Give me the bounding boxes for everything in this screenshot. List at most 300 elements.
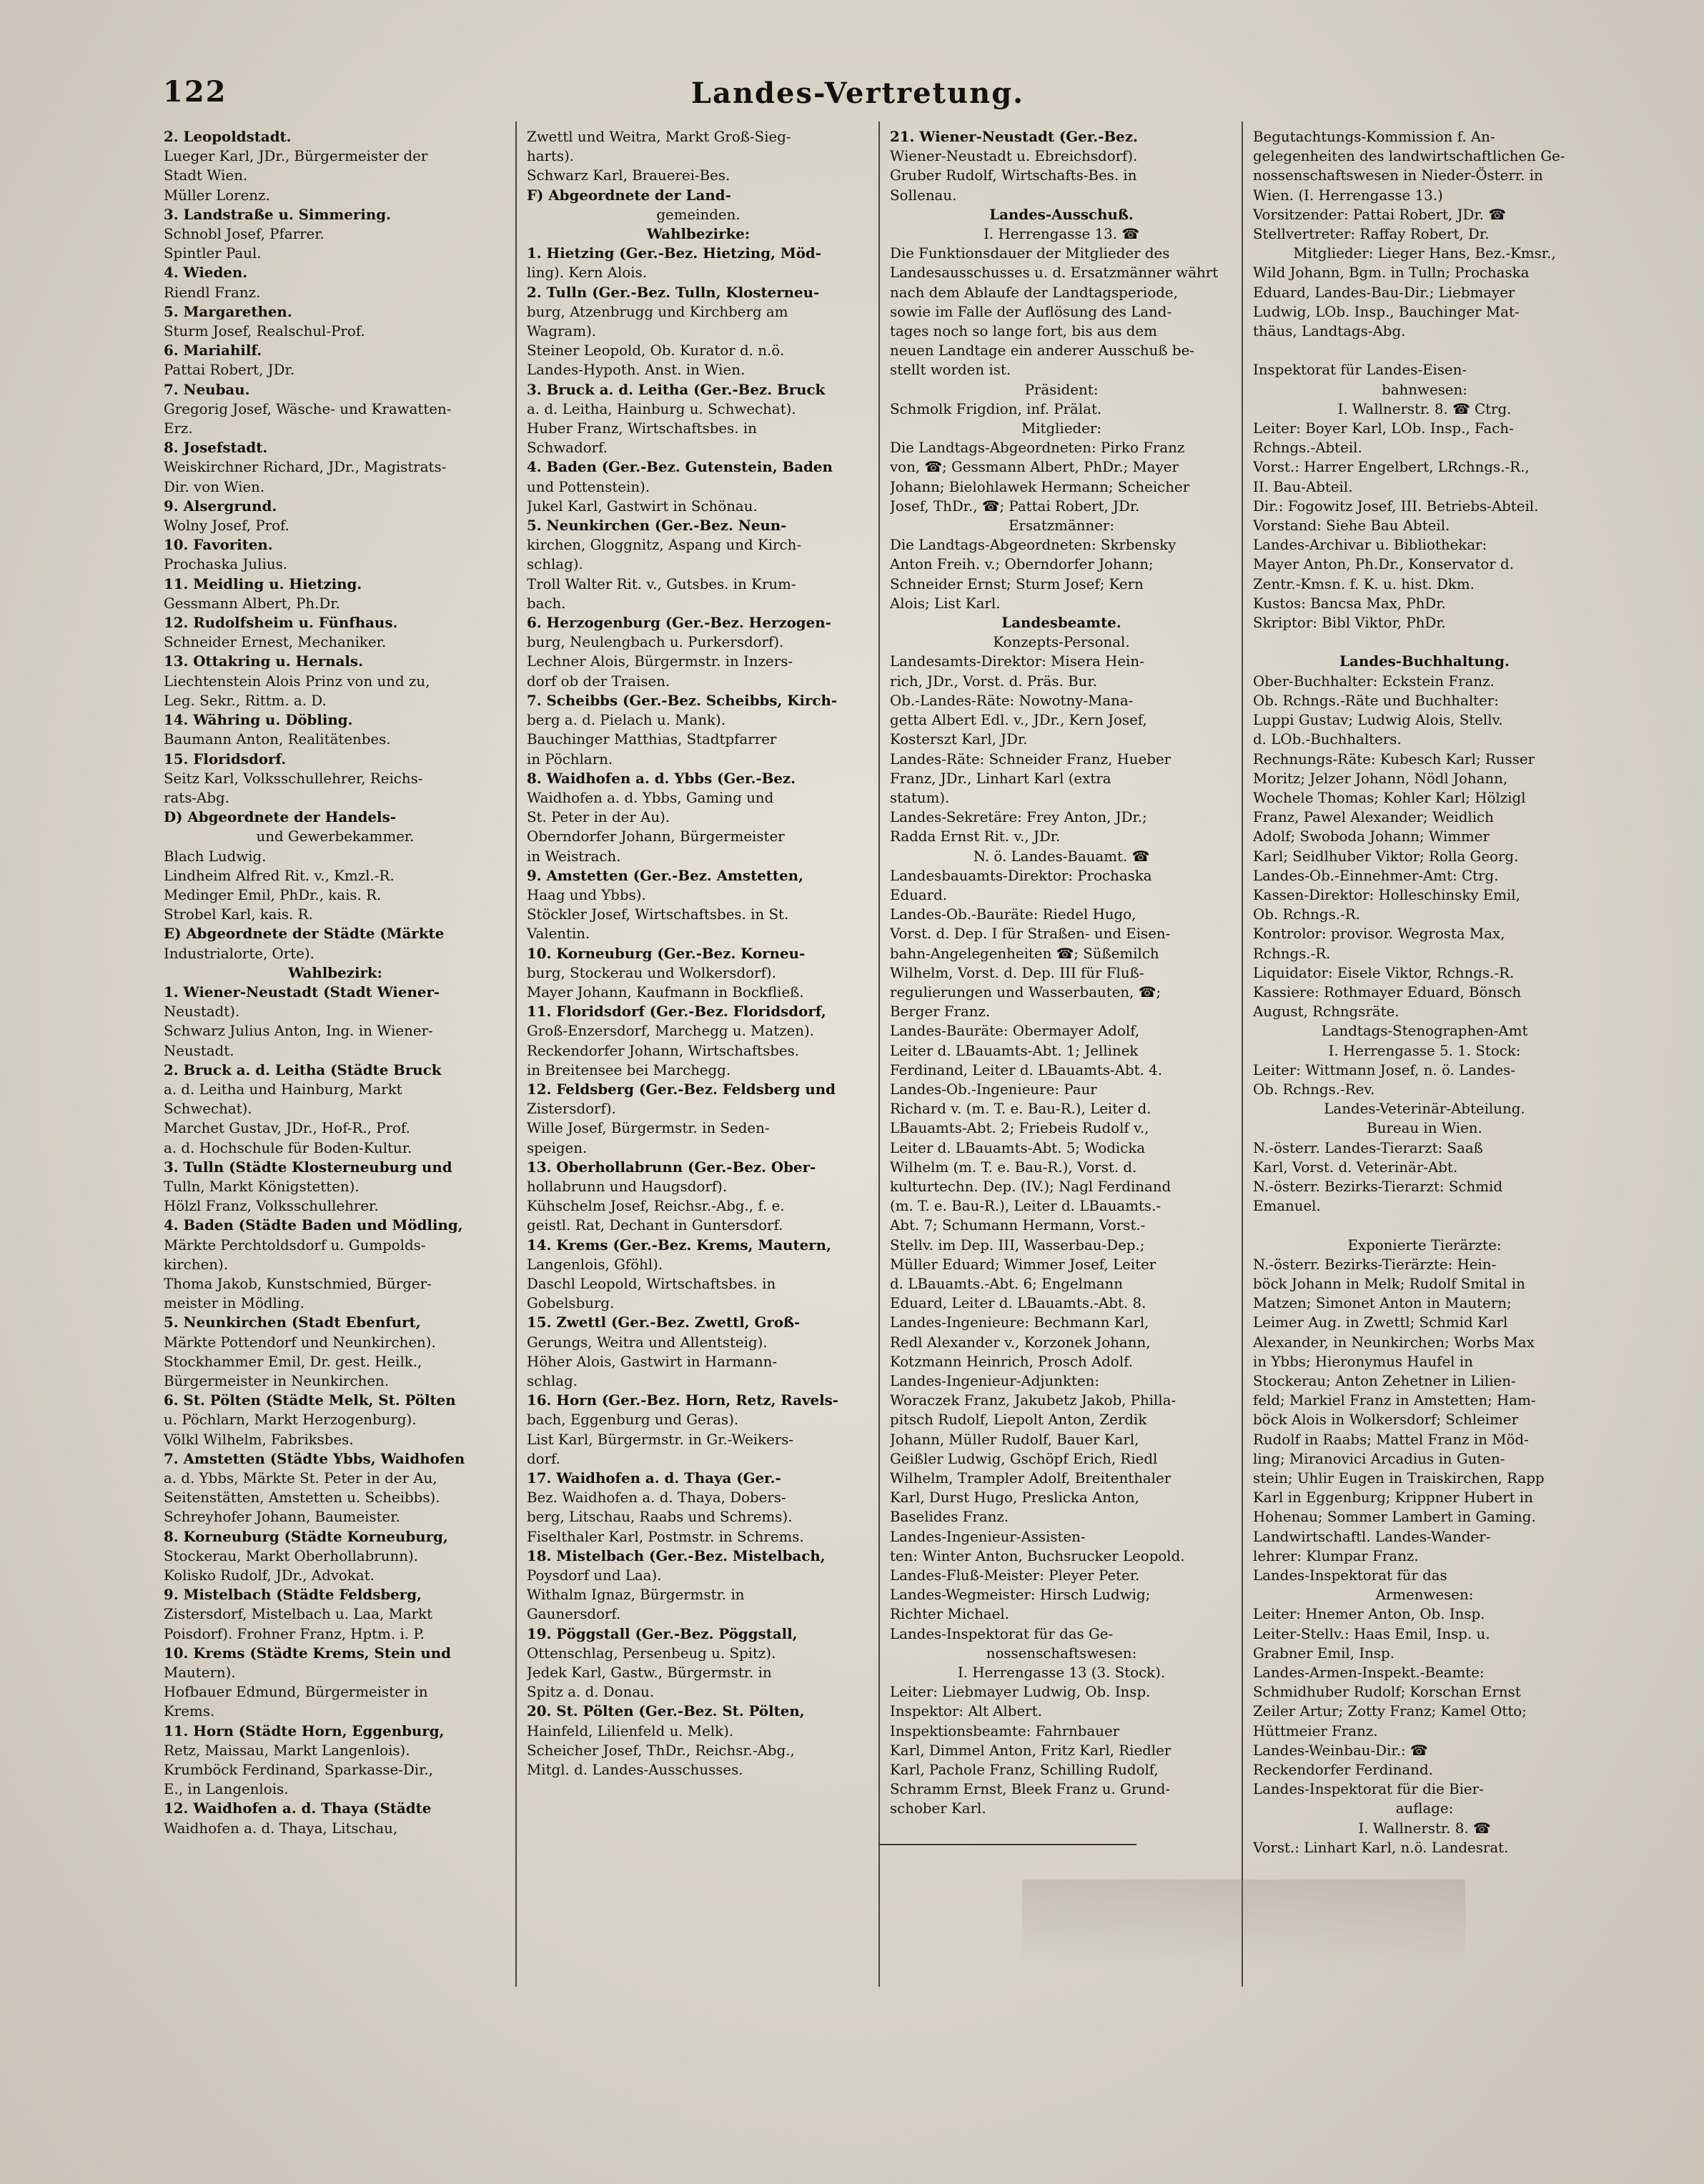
text-line: 9. Amstetten (Ger.-Bez. Amstetten, bbox=[527, 866, 803, 884]
text-line: D) Abgeordnete der Handels- bbox=[164, 808, 396, 826]
text-line: Landes-Ingenieur-Adjunkten: bbox=[890, 1373, 1100, 1389]
text-line: Geißler Ludwig, Gschöpf Erich, Riedl bbox=[890, 1450, 1158, 1467]
text-line: Inspektor: Alt Albert. bbox=[890, 1703, 1042, 1720]
text-line: Reckendorfer Ferdinand. bbox=[1253, 1762, 1433, 1779]
text-line: 11. Meidling u. Hietzing. bbox=[164, 575, 362, 592]
text-line: 2. Tulln (Ger.-Bez. Tulln, Klosterneu- bbox=[527, 283, 820, 301]
text-line: Leiter-Stellv.: Haas Emil, Insp. u. bbox=[1253, 1625, 1490, 1642]
text-line: 15. Zwettl (Ger.-Bez. Zwettl, Groß- bbox=[527, 1314, 801, 1331]
text-columns bbox=[154, 121, 1605, 1987]
text-line: Withalm Ignaz, Bürgermstr. in bbox=[527, 1587, 745, 1604]
text-line: 18. Mistelbach (Ger.-Bez. Mistelbach, bbox=[527, 1547, 826, 1564]
text-line: E., in Langenlois. bbox=[164, 1781, 289, 1798]
text-line: Alexander, in Neunkirchen; Worbs Max bbox=[1253, 1334, 1535, 1351]
text-line: Haag und Ybbs). bbox=[527, 886, 646, 903]
text-line: LBauamts-Abt. 2; Friebeis Rudolf v., bbox=[890, 1120, 1149, 1137]
text-line: Zeiler Artur; Zotty Franz; Kamel Otto; bbox=[1253, 1703, 1527, 1720]
print-smudge bbox=[1022, 1880, 1465, 1965]
text-line: 17. Waidhofen a. d. Thaya (Ger.- bbox=[527, 1469, 781, 1487]
text-line: Industrialorte, Orte). bbox=[164, 945, 314, 962]
text-line: Kühschelm Josef, Reichsr.-Abg., f. e. bbox=[527, 1198, 785, 1215]
text-line: Baumann Anton, Realitätenbes. bbox=[164, 731, 391, 748]
text-line: auflage: bbox=[1395, 1800, 1454, 1817]
text-line: in Pöchlarn. bbox=[527, 750, 613, 768]
text-line: 4. Wieden. bbox=[164, 264, 248, 282]
text-line: N.-österr. Bezirks-Tierarzt: Schmid bbox=[1253, 1178, 1502, 1195]
text-line: Wild Johann, Bgm. in Tulln; Prochaska bbox=[1253, 264, 1530, 282]
text-line: Rechnungs-Räte: Kubesch Karl; Russer bbox=[1253, 750, 1535, 768]
page-header bbox=[143, 68, 1572, 118]
text-line: Armenwesen: bbox=[1375, 1587, 1474, 1604]
text-line: 6. Herzogenburg (Ger.-Bez. Herzogen- bbox=[527, 614, 831, 632]
text-line: harts). bbox=[527, 148, 575, 165]
text-line: Leiter: Boyer Karl, LOb. Insp., Fach- bbox=[1253, 420, 1514, 437]
text-line: Seitenstätten, Amstetten u. Scheibbs). bbox=[164, 1489, 440, 1507]
text-line: Kontrolor: provisor. Wegrosta Max, bbox=[1253, 925, 1505, 943]
text-line: neuen Landtage ein anderer Ausschuß be- bbox=[890, 342, 1194, 359]
text-line: Landes-Ob.-Bauräte: Riedel Hugo, bbox=[890, 906, 1136, 923]
text-line: Schreyhofer Johann, Baumeister. bbox=[164, 1509, 400, 1526]
text-line: Schneider Ernst; Sturm Josef; Kern bbox=[890, 575, 1144, 592]
text-line: 2. Leopoldstadt. bbox=[164, 128, 292, 145]
text-line: I. Wallnerstr. 8. ☎ bbox=[1358, 1820, 1491, 1837]
text-line: Ottenschlag, Persenbeug u. Spitz). bbox=[527, 1644, 776, 1662]
text-line: 3. Landstraße u. Simmering. bbox=[164, 205, 391, 223]
text-line: bahn-Angelegenheiten ☎; Süßemilch bbox=[890, 945, 1159, 962]
text-line: Gregorig Josef, Wäsche- und Krawatten- bbox=[164, 400, 452, 417]
text-line: 7. Neubau. bbox=[164, 380, 250, 398]
text-line: d. LOb.-Buchhalters. bbox=[1253, 731, 1402, 748]
text-line: Landesbeamte. bbox=[1001, 614, 1121, 632]
text-line: Richard v. (m. T. e. Bau-R.), Leiter d. bbox=[890, 1101, 1151, 1118]
text-line: Leiter: Hnemer Anton, Ob. Insp. bbox=[1253, 1606, 1485, 1623]
text-line: Karl, Dimmel Anton, Fritz Karl, Riedler bbox=[890, 1742, 1172, 1759]
text-line: Gerungs, Weitra und Allentsteig). bbox=[527, 1334, 768, 1351]
text-line: Erz. bbox=[164, 420, 193, 437]
text-line: Bez. Waidhofen a. d. Thaya, Dobers- bbox=[527, 1489, 786, 1507]
text-line: 20. St. Pölten (Ger.-Bez. St. Pölten, bbox=[527, 1702, 805, 1720]
text-line: Wilhelm (m. T. e. Bau-R.), Vorst. d. bbox=[890, 1158, 1137, 1176]
text-line: regulierungen und Wasserbauten, ☎; bbox=[890, 983, 1161, 1001]
text-line: 10. Krems (Städte Krems, Stein und bbox=[164, 1644, 451, 1662]
text-line: Landes-Fluß-Meister: Pleyer Peter. bbox=[890, 1567, 1140, 1584]
text-line: Schneider Ernest, Mechaniker. bbox=[164, 634, 387, 651]
text-line: Kotzmann Heinrich, Prosch Adolf. bbox=[890, 1353, 1134, 1370]
text-line: 6. St. Pölten (Städte Melk, St. Pölten bbox=[164, 1391, 456, 1409]
text-line: E) Abgeordnete der Städte (Märkte bbox=[164, 925, 445, 943]
text-line: bach, Eggenburg und Geras). bbox=[527, 1411, 739, 1429]
text-line: Strobel Karl, kais. R. bbox=[164, 906, 313, 923]
text-line: kulturtechn. Dep. (IV.); Nagl Ferdinand bbox=[890, 1178, 1172, 1195]
text-line: Prochaska Julius. bbox=[164, 556, 288, 573]
text-column-4 bbox=[1242, 121, 1605, 1987]
text-line: Leiter: Liebmayer Ludwig, Ob. Insp. bbox=[890, 1684, 1151, 1701]
text-line: Schramm Ernst, Bleek Franz u. Grund- bbox=[890, 1781, 1171, 1798]
text-line: hollabrunn und Haugsdorf). bbox=[527, 1178, 728, 1195]
text-line: Dir.: Fogowitz Josef, III. Betriebs-Abteil. bbox=[1253, 497, 1539, 515]
text-line: Waidhofen a. d. Thaya, Litschau, bbox=[164, 1820, 398, 1837]
text-line: Ferdinand, Leiter d. LBauamts-Abt. 4. bbox=[890, 1061, 1163, 1078]
text-line: Ersatzmänner: bbox=[1008, 517, 1115, 535]
text-line: N. ö. Landes-Bauamt. ☎ bbox=[973, 848, 1150, 865]
text-line: Landwirtschaftl. Landes-Wander- bbox=[1253, 1528, 1491, 1545]
text-line: Marchet Gustav, JDr., Hof-R., Prof. bbox=[164, 1120, 410, 1137]
text-line: Ober-Buchhalter: Eckstein Franz. bbox=[1253, 672, 1495, 690]
text-line: Abt. 7; Schumann Hermann, Vorst.- bbox=[890, 1217, 1146, 1234]
text-line: 4. Baden (Städte Baden und Mödling, bbox=[164, 1216, 463, 1234]
text-line: Landes-Räte: Schneider Franz, Hueber bbox=[890, 750, 1172, 768]
text-line: Stockerau, Markt Oberhollabrunn). bbox=[164, 1547, 418, 1564]
text-line: Wolny Josef, Prof. bbox=[164, 517, 289, 535]
text-line: berg, Litschau, Raabs und Schrems). bbox=[527, 1509, 793, 1526]
text-line: Mautern). bbox=[164, 1664, 236, 1682]
text-line: Schwarz Julius Anton, Ing. in Wiener- bbox=[164, 1023, 433, 1040]
text-line: 8. Josefstadt. bbox=[164, 439, 268, 457]
text-line: pitsch Rudolf, Liepolt Anton, Zerdik bbox=[890, 1411, 1147, 1429]
text-line: Wahlbezirk: bbox=[288, 963, 382, 981]
text-line: Karl, Durst Hugo, Preslicka Anton, bbox=[890, 1489, 1139, 1507]
text-line: Liechtenstein Alois Prinz von und zu, bbox=[164, 672, 430, 690]
text-line: 5. Neunkirchen (Stadt Ebenfurt, bbox=[164, 1314, 421, 1331]
text-line: Langenlois, Gföhl). bbox=[527, 1256, 663, 1273]
text-line: Liquidator: Eisele Viktor, Rchngs.-R. bbox=[1253, 964, 1515, 981]
text-line: Landes-Bauräte: Obermayer Adolf, bbox=[890, 1023, 1140, 1040]
text-line: d. LBauamts.-Abt. 6; Engelmann bbox=[890, 1275, 1123, 1292]
text-line: Riendl Franz. bbox=[164, 284, 261, 301]
text-line: I. Herrengasse 13. ☎ bbox=[984, 226, 1139, 243]
text-line: Stellv. im Dep. III, Wasserbau-Dep.; bbox=[890, 1236, 1145, 1254]
text-line: II. Bau-Abteil. bbox=[1253, 478, 1353, 495]
text-line: nossenschaftswesen: bbox=[986, 1644, 1137, 1662]
text-line: I. Wallnerstr. 8. ☎ Ctrg. bbox=[1337, 400, 1512, 417]
text-line: Medinger Emil, PhDr., kais. R. bbox=[164, 886, 382, 903]
text-line: Mitgl. d. Landes-Ausschusses. bbox=[527, 1762, 743, 1779]
text-line: Mayer Anton, Ph.Dr., Konservator d. bbox=[1253, 556, 1514, 573]
text-line: Weiskirchner Richard, JDr., Magistrats- bbox=[164, 459, 447, 476]
text-line: Sollenau. bbox=[890, 187, 957, 204]
text-line: ten: Winter Anton, Buchsrucker Leopold. bbox=[890, 1547, 1185, 1564]
text-line: (m. T. e. Bau-R.), Leiter d. LBauamts.- bbox=[890, 1198, 1161, 1215]
text-line: Zistersdorf, Mistelbach u. Laa, Markt bbox=[164, 1606, 433, 1623]
text-line: Müller Lorenz. bbox=[164, 187, 270, 204]
text-line: Märkte Pottendorf und Neunkirchen). bbox=[164, 1334, 436, 1351]
text-line: kirchen). bbox=[164, 1256, 229, 1273]
text-line: St. Peter in der Au). bbox=[527, 809, 670, 826]
text-line: Leiter d. LBauamts-Abt. 1; Jellinek bbox=[890, 1042, 1139, 1059]
text-line: Zentr.-Kmsn. f. K. u. hist. Dkm. bbox=[1253, 575, 1475, 592]
text-line: 19. Pöggstall (Ger.-Bez. Pöggstall, bbox=[527, 1624, 798, 1642]
text-line: Bürgermeister in Neunkirchen. bbox=[164, 1373, 390, 1389]
text-column-1 bbox=[154, 121, 515, 1987]
text-line: Wilhelm, Trampler Adolf, Breitenthaler bbox=[890, 1470, 1172, 1487]
text-line: Landes-Inspektorat für das bbox=[1253, 1567, 1447, 1584]
text-line: Leiter: Wittmann Josef, n. ö. Landes- bbox=[1253, 1061, 1515, 1078]
text-line: Landes-Hypoth. Anst. in Wien. bbox=[527, 362, 746, 379]
text-line: Anton Freih. v.; Oberndorfer Johann; bbox=[890, 556, 1154, 573]
text-line: 10. Favoriten. bbox=[164, 536, 273, 554]
text-line: Baselides Franz. bbox=[890, 1509, 1009, 1526]
text-line: Matzen; Simonet Anton in Mautern; bbox=[1253, 1295, 1512, 1312]
text-line: thäus, Landtags-Abg. bbox=[1253, 323, 1406, 340]
text-line: Stöckler Josef, Wirtschaftsbes. in St. bbox=[527, 906, 789, 923]
text-line: Landes-Archivar u. Bibliothekar: bbox=[1253, 537, 1487, 554]
text-line: schober Karl. bbox=[890, 1800, 986, 1817]
text-line: Völkl Wilhelm, Fabriksbes. bbox=[164, 1431, 354, 1448]
text-line: berg a. d. Pielach u. Mank). bbox=[527, 712, 726, 729]
text-line: schlag). bbox=[527, 556, 583, 573]
text-line: 1. Wiener-Neustadt (Stadt Wiener- bbox=[164, 983, 440, 1001]
text-line: Steiner Leopold, Ob. Kurator d. n.ö. bbox=[527, 342, 785, 359]
text-line: August, Rchngsräte. bbox=[1253, 1003, 1400, 1021]
text-line: Leg. Sekr., Rittm. a. D. bbox=[164, 692, 327, 709]
text-line: geistl. Rat, Dechant in Guntersdorf. bbox=[527, 1217, 783, 1234]
text-line: 9. Mistelbach (Städte Feldsberg, bbox=[164, 1586, 422, 1604]
text-line: Redl Alexander v., Korzonek Johann, bbox=[890, 1334, 1151, 1351]
text-line: Huber Franz, Wirtschaftsbes. in bbox=[527, 420, 757, 437]
text-line: N.-österr. Bezirks-Tierärzte: Hein- bbox=[1253, 1256, 1497, 1273]
text-line: böck Johann in Melk; Rudolf Smital in bbox=[1253, 1275, 1525, 1292]
text-line: Daschl Leopold, Wirtschaftsbes. in bbox=[527, 1275, 776, 1292]
text-line: ling; Miranovici Arcadius in Guten- bbox=[1253, 1450, 1505, 1467]
text-line: dorf ob der Traisen. bbox=[527, 672, 670, 690]
text-line: Landes-Inspektorat für das Ge- bbox=[890, 1625, 1114, 1642]
text-line: 16. Horn (Ger.-Bez. Horn, Retz, Ravels- bbox=[527, 1391, 839, 1409]
text-line: Reckendorfer Johann, Wirtschaftsbes. bbox=[527, 1042, 800, 1059]
text-line: Rchngs.-R. bbox=[1253, 945, 1331, 962]
text-line: Ob.-Landes-Räte: Nowotny-Mana- bbox=[890, 692, 1134, 709]
text-line: rats-Abg. bbox=[164, 789, 229, 806]
text-line: Moritz; Jelzer Johann, Nödl Johann, bbox=[1253, 770, 1508, 787]
text-line: Rudolf in Raabs; Mattel Franz in Möd- bbox=[1253, 1431, 1529, 1448]
text-line: feld; Markiel Franz in Amstetten; Ham- bbox=[1253, 1392, 1536, 1409]
text-line: Schwechat). bbox=[164, 1101, 252, 1118]
text-line: Zistersdorf). bbox=[527, 1101, 616, 1118]
text-line: Schmidhuber Rudolf; Korschan Ernst bbox=[1253, 1684, 1521, 1701]
text-line: dorf. bbox=[527, 1450, 560, 1467]
text-line: speigen. bbox=[527, 1139, 588, 1156]
text-line: Eduard, Leiter d. LBauamts.-Abt. 8. bbox=[890, 1295, 1146, 1312]
text-line: Groß-Enzersdorf, Marchegg u. Matzen). bbox=[527, 1023, 815, 1040]
text-line: Vorsitzender: Pattai Robert, JDr. ☎ bbox=[1253, 206, 1506, 223]
text-line: Wagram). bbox=[527, 323, 597, 340]
text-line: gelegenheiten des landwirtschaftlichen Ge- bbox=[1253, 148, 1565, 165]
text-line: Karl, Vorst. d. Veterinär-Abt. bbox=[1253, 1158, 1458, 1176]
text-column-2 bbox=[515, 121, 878, 1987]
text-line: Eduard. bbox=[890, 886, 948, 903]
text-line: 21. Wiener-Neustadt (Ger.-Bez. bbox=[890, 128, 1138, 145]
text-line: Lueger Karl, JDr., Bürgermeister der bbox=[164, 148, 428, 165]
text-line: und Gewerbekammer. bbox=[256, 828, 415, 845]
text-line: Vorst. d. Dep. I für Straßen- und Eisen- bbox=[890, 925, 1171, 943]
text-line: Krems. bbox=[164, 1703, 215, 1720]
text-line: Ob. Rchngs.-Räte und Buchhalter: bbox=[1253, 692, 1499, 709]
text-line: stein; Uhlir Eugen in Traiskirchen, Rapp bbox=[1253, 1470, 1545, 1487]
text-line: Johann, Müller Rudolf, Bauer Karl, bbox=[890, 1431, 1139, 1448]
text-line: Spitz a. d. Donau. bbox=[527, 1684, 655, 1701]
text-line: Märkte Perchtoldsdorf u. Gumpolds- bbox=[164, 1236, 426, 1254]
text-line: Wochele Thomas; Kohler Karl; Hölzigl bbox=[1253, 789, 1526, 806]
text-line: in Ybbs; Hieronymus Haufel in bbox=[1253, 1353, 1473, 1370]
text-line: Kosterszt Karl, JDr. bbox=[890, 731, 1028, 748]
text-line: Wien. (I. Herrengasse 13.) bbox=[1253, 187, 1443, 204]
text-line: Wiener-Neustadt u. Ebreichsdorf). bbox=[890, 148, 1138, 165]
text-column-3 bbox=[878, 121, 1242, 1987]
text-line: Alois; List Karl. bbox=[890, 595, 1001, 612]
text-line: in Breitensee bei Marchegg. bbox=[527, 1061, 731, 1078]
text-line: 15. Floridsdorf. bbox=[164, 750, 287, 768]
text-line: 7. Scheibbs (Ger.-Bez. Scheibbs, Kirch- bbox=[527, 691, 838, 709]
text-line: statum). bbox=[890, 789, 950, 806]
text-line: Franz, JDr., Linhart Karl (extra bbox=[890, 770, 1111, 787]
text-line: 8. Korneuburg (Städte Korneuburg, bbox=[164, 1527, 448, 1545]
text-line: 14. Währing u. Döbling. bbox=[164, 711, 353, 729]
text-line: Pattai Robert, JDr. bbox=[164, 362, 295, 379]
text-line: Die Landtags-Abgeordneten: Skrbensky bbox=[890, 537, 1177, 554]
text-line: Stellvertreter: Raffay Robert, Dr. bbox=[1253, 226, 1490, 243]
text-line: Waidhofen a. d. Ybbs, Gaming und bbox=[527, 789, 774, 806]
text-line: Landesamts-Direktor: Misera Hein- bbox=[890, 653, 1144, 670]
text-line: und Pottenstein). bbox=[527, 478, 650, 495]
text-line: 12. Waidhofen a. d. Thaya (Städte bbox=[164, 1800, 432, 1817]
text-line: Müller Eduard; Wimmer Josef, Leiter bbox=[890, 1256, 1156, 1273]
text-line: Ob. Rchngs.-Rev. bbox=[1253, 1081, 1375, 1098]
text-line: rich, JDr., Vorst. d. Präs. Bur. bbox=[890, 672, 1097, 690]
text-line: Landesausschusses u. d. Ersatzmänner währt bbox=[890, 264, 1219, 282]
text-line: Stockhammer Emil, Dr. gest. Heilk., bbox=[164, 1353, 422, 1370]
text-line: u. Pöchlarn, Markt Herzogenburg). bbox=[164, 1411, 417, 1429]
page-number: 122 bbox=[163, 75, 227, 109]
text-line: 13. Oberhollabrunn (Ger.-Bez. Ober- bbox=[527, 1158, 816, 1176]
text-line: Karl; Seidlhuber Viktor; Rolla Georg. bbox=[1253, 848, 1519, 865]
text-line: Karl, Pachole Franz, Schilling Rudolf, bbox=[890, 1762, 1159, 1779]
text-line: 3. Tulln (Städte Klosterneuburg und bbox=[164, 1158, 452, 1176]
text-line: Landes-Ingenieur-Assisten- bbox=[890, 1528, 1086, 1545]
text-line: 12. Feldsberg (Ger.-Bez. Feldsberg und bbox=[527, 1080, 836, 1098]
text-line: Mitglieder: Lieger Hans, Bez.-Kmsr., bbox=[1293, 245, 1556, 262]
text-line: Adolf; Swoboda Johann; Wimmer bbox=[1253, 828, 1490, 845]
text-line: Landes-Buchhaltung. bbox=[1339, 652, 1510, 670]
text-line: Die Landtags-Abgeordneten: Pirko Franz bbox=[890, 440, 1185, 457]
text-line: Landesbauamts-Direktor: Prochaska bbox=[890, 867, 1152, 884]
text-line: ling). Kern Alois. bbox=[527, 264, 648, 282]
text-line: Ob. Rchngs.-R. bbox=[1253, 906, 1360, 923]
text-line: Mayer Johann, Kaufmann in Bockfließ. bbox=[527, 983, 804, 1001]
text-line: Jukel Karl, Gastwirt in Schönau. bbox=[527, 497, 758, 515]
text-line: Vorst.: Linhart Karl, n.ö. Landesrat. bbox=[1253, 1839, 1509, 1856]
text-line bbox=[1253, 1216, 1596, 1235]
text-line: Neustadt. bbox=[164, 1042, 234, 1059]
text-line: Seitz Karl, Volksschullehrer, Reichs- bbox=[164, 770, 423, 787]
text-line: Vorstand: Siehe Bau Abteil. bbox=[1253, 517, 1450, 535]
text-line: meister in Mödling. bbox=[164, 1295, 304, 1312]
text-line: Eduard, Landes-Bau-Dir.; Liebmayer bbox=[1253, 284, 1515, 301]
text-line: Dir. von Wien. bbox=[164, 478, 265, 495]
text-line: 10. Korneuburg (Ger.-Bez. Korneu- bbox=[527, 944, 806, 962]
text-line: Höher Alois, Gastwirt in Harmann- bbox=[527, 1353, 778, 1370]
text-line: Troll Walter Rit. v., Gutsbes. in Krum- bbox=[527, 575, 796, 592]
text-line: Landtags-Stenographen-Amt bbox=[1321, 1023, 1528, 1040]
text-line: Kassen-Direktor: Holleschinsky Emil, bbox=[1253, 886, 1520, 903]
text-line: Emanuel. bbox=[1253, 1198, 1321, 1215]
text-line: Schwarz Karl, Brauerei-Bes. bbox=[527, 167, 730, 184]
text-line: Radda Ernst Rit. v., JDr. bbox=[890, 828, 1061, 845]
text-line: getta Albert Edl. v., JDr., Kern Josef, bbox=[890, 712, 1147, 729]
text-line: sowie im Falle der Auflösung des Land- bbox=[890, 303, 1172, 320]
text-line: nach dem Ablaufe der Landtagsperiode, bbox=[890, 284, 1178, 301]
text-line: Krumböck Ferdinand, Sparkasse-Dir., bbox=[164, 1762, 433, 1779]
text-line: von, ☎; Gessmann Albert, PhDr.; Mayer bbox=[890, 459, 1179, 476]
text-line: bahnwesen: bbox=[1382, 381, 1467, 398]
text-line: Ludwig, LOb. Insp., Bauchinger Mat- bbox=[1253, 303, 1520, 320]
text-line: Jedek Karl, Gastw., Bürgermstr. in bbox=[527, 1664, 772, 1682]
text-line: 11. Floridsdorf (Ger.-Bez. Floridsdorf, bbox=[527, 1003, 826, 1021]
text-line: Konzepts-Personal. bbox=[993, 634, 1130, 651]
text-line: Landes-Inspektorat für die Bier- bbox=[1253, 1781, 1484, 1798]
text-line: List Karl, Bürgermstr. in Gr.-Weikers- bbox=[527, 1431, 794, 1448]
text-line: Gaunersdorf. bbox=[527, 1606, 621, 1623]
text-line: Mitglieder: bbox=[1021, 420, 1102, 437]
text-line: Kustos: Bancsa Max, PhDr. bbox=[1253, 595, 1446, 612]
text-line: Landes-Veterinär-Abteilung. bbox=[1324, 1101, 1525, 1118]
running-title: Landes-Vertretung. bbox=[690, 76, 1025, 110]
text-line: Bureau in Wien. bbox=[1367, 1120, 1482, 1137]
text-line: Franz, Pawel Alexander; Weidlich bbox=[1253, 809, 1494, 826]
text-line: Valentin. bbox=[527, 925, 590, 943]
text-line: 13. Ottakring u. Hernals. bbox=[164, 652, 363, 670]
text-line: Wilhelm, Vorst. d. Dep. III für Fluß- bbox=[890, 964, 1144, 981]
text-line: tages noch so lange fort, bis aus dem bbox=[890, 323, 1157, 340]
text-line: Landes-Armen-Inspekt.-Beamte: bbox=[1253, 1664, 1485, 1682]
text-line: 5. Margarethen. bbox=[164, 302, 292, 320]
text-line: Gruber Rudolf, Wirtschafts-Bes. in bbox=[890, 167, 1137, 184]
text-line: Lechner Alois, Bürgermstr. in Inzers- bbox=[527, 653, 793, 670]
text-line: nossenschaftswesen in Nieder-Österr. in bbox=[1253, 167, 1543, 184]
text-line: Leiter d. LBauamts-Abt. 5; Wodicka bbox=[890, 1139, 1146, 1156]
text-line: Poisdorf). Frohner Franz, Hptm. i. P. bbox=[164, 1625, 425, 1642]
text-line: Exponierte Tierärzte: bbox=[1347, 1236, 1502, 1254]
text-line: Kolisko Rudolf, JDr., Advokat. bbox=[164, 1567, 375, 1584]
text-line: Sturm Josef, Realschul-Prof. bbox=[164, 323, 365, 340]
text-line: 9. Alsergrund. bbox=[164, 497, 277, 515]
text-line: Hölzl Franz, Volksschullehrer. bbox=[164, 1198, 379, 1215]
text-line: Schmolk Frigdion, inf. Prälat. bbox=[890, 400, 1102, 417]
text-line: Karl in Eggenburg; Krippner Hubert in bbox=[1253, 1489, 1533, 1507]
text-line bbox=[1253, 632, 1596, 652]
text-line: Vorst.: Harrer Engelbert, LRchngs.-R., bbox=[1253, 459, 1530, 476]
text-line: 7. Amstetten (Städte Ybbs, Waidhofen bbox=[164, 1449, 465, 1467]
text-line: Fiselthaler Karl, Postmstr. in Schrems. bbox=[527, 1528, 804, 1545]
text-line: kirchen, Gloggnitz, Aspang und Kirch- bbox=[527, 537, 802, 554]
text-line: Landes-Sekretäre: Frey Anton, JDr.; bbox=[890, 809, 1147, 826]
text-line: Inspektionsbeamte: Fahrnbauer bbox=[890, 1722, 1120, 1739]
text-line: Kassiere: Rothmayer Eduard, Bönsch bbox=[1253, 983, 1522, 1001]
text-line: 12. Rudolfsheim u. Fünfhaus. bbox=[164, 614, 398, 632]
text-line: I. Herrengasse 5. 1. Stock: bbox=[1328, 1042, 1521, 1059]
text-line: Lindheim Alfred Rit. v., Kmzl.-R. bbox=[164, 867, 395, 884]
text-line: Rchngs.-Abteil. bbox=[1253, 440, 1362, 457]
text-line: Wille Josef, Bürgermstr. in Seden- bbox=[527, 1120, 770, 1137]
text-line: 5. Neunkirchen (Ger.-Bez. Neun- bbox=[527, 517, 787, 535]
text-line: Leimer Aug. in Zwettl; Schmid Karl bbox=[1253, 1314, 1508, 1331]
text-line: Richter Michael. bbox=[890, 1606, 1009, 1623]
text-line: burg, Stockerau und Wolkersdorf). bbox=[527, 964, 776, 981]
text-line: 11. Horn (Städte Horn, Eggenburg, bbox=[164, 1722, 445, 1739]
text-line: Johann; Bielohlawek Hermann; Scheicher bbox=[890, 478, 1190, 495]
text-line: a. d. Ybbs, Märkte St. Peter in der Au, bbox=[164, 1470, 437, 1487]
text-line: Skriptor: Bibl Viktor, PhDr. bbox=[1253, 615, 1446, 632]
text-line: 8. Waidhofen a. d. Ybbs (Ger.-Bez. bbox=[527, 769, 796, 787]
text-line: a. d. Hochschule für Boden-Kultur. bbox=[164, 1139, 412, 1156]
